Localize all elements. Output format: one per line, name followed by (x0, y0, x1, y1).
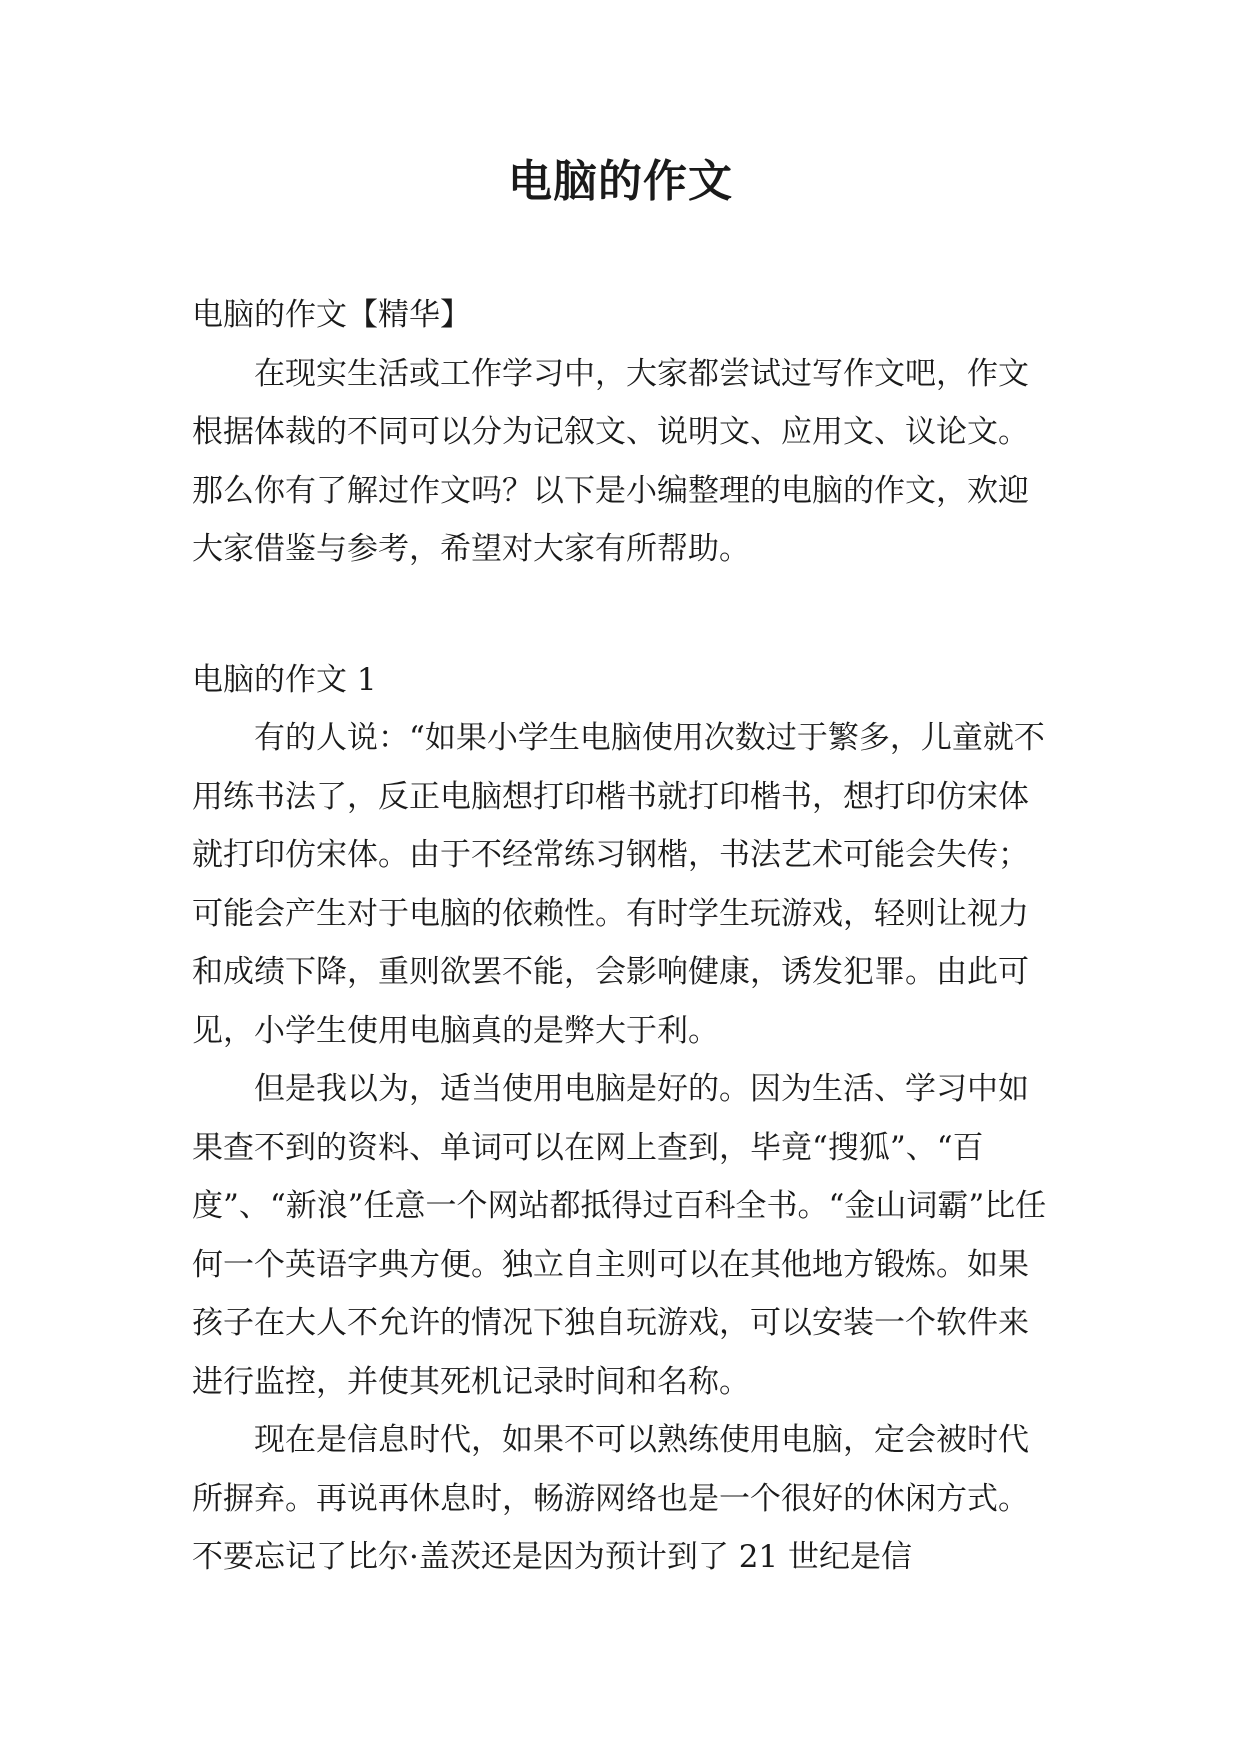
body-paragraph: 但是我以为，适当使用电脑是好的。因为生活、学习中如果查不到的资料、单词可以在网上查到，毕竟“搜狐”、“百度”、“新浪”任意一个网站都抵得过百科全书。“金山词霸”比任何一个英语字典方便。独立自主则可以在其他地方锻炼。如果孩子在大人不允许的情况下独自玩游戏，可以安装一个软件来进行监控，并使其死机记录时间和名称。 (192, 1071, 1047, 1400)
document-title: 电脑的作文 (508, 156, 733, 207)
body-paragraph: 有的人说：“如果小学生电脑使用次数过于繁多，儿童就不用练书法了，反正电脑想打印楷书就打印楷书，想打印仿宋体就打印仿宋体。由于不经常练习钢楷，书法艺术可能会失传；可能会产生对于电脑的依赖性。有时学生玩游戏，轻则让视力和成绩下降，重则欲罢不能，会影响健康，诱发犯罪。由此可见，小学生使用电脑真的是弊大于利。 (192, 720, 1045, 1049)
intro-paragraph: 在现实生活或工作学习中，大家都尝试过写作文吧，作文根据体裁的不同可以分为记叙文、说明文、应用文、议论文。那么你有了解过作文吗？以下是小编整理的电脑的作文，欢迎大家借鉴与参考，希望对大家有所帮助。 (192, 355, 1029, 567)
body-paragraph: 现在是信息时代，如果不可以熟练使用电脑，定会被时代所摒弃。再说再休息时，畅游网络也是一个很好的休闲方式。不要忘记了比尔·盖茨还是因为预计到了 21 世纪是信 (192, 1422, 1029, 1575)
section-spacer (192, 579, 1058, 651)
document-subtitle: 电脑的作文【精华】 (192, 297, 471, 333)
document-body (192, 286, 1058, 1587)
section-heading: 电脑的作文 1 (192, 661, 377, 698)
